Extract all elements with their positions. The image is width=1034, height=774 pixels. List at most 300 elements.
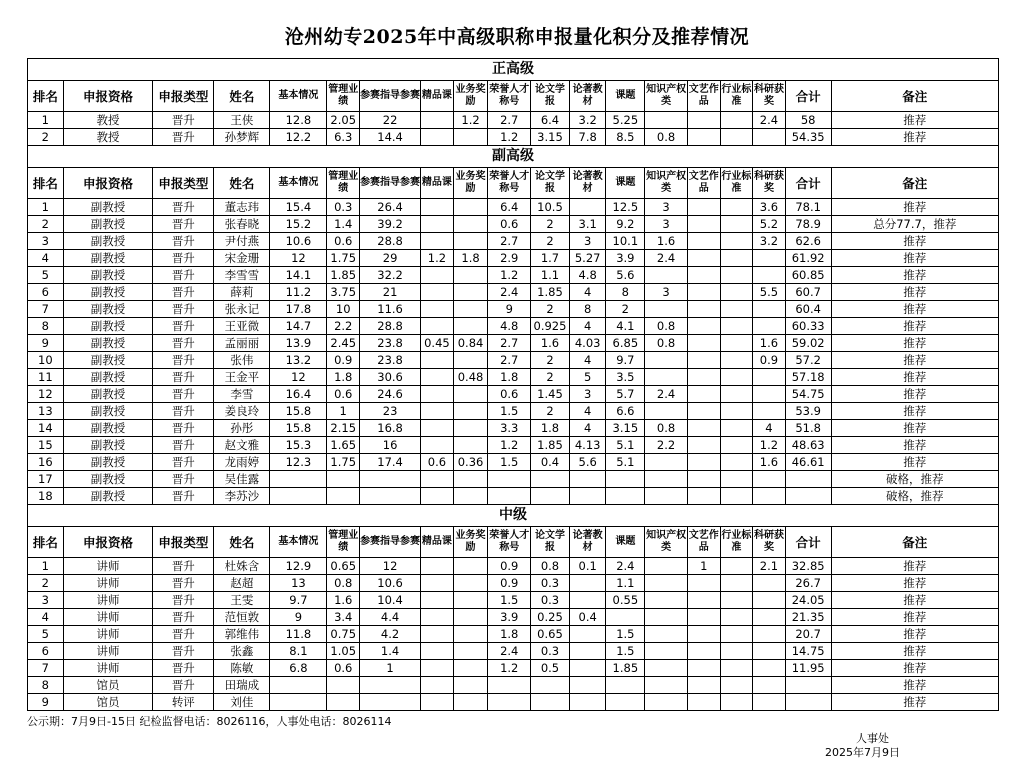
table-cell: [720, 267, 753, 284]
table-cell: [687, 250, 720, 267]
table-cell: 0.3: [531, 643, 570, 660]
table-cell: 4.1: [606, 318, 645, 335]
table-cell: 副教授: [63, 454, 153, 471]
table-cell: 78.1: [785, 199, 831, 216]
column-header: 论文学报: [531, 81, 570, 112]
table-cell: [720, 199, 753, 216]
column-header: 知识产权类: [645, 527, 688, 558]
table-cell: 1: [28, 112, 64, 129]
table-cell: [645, 660, 688, 677]
table-cell: 58: [785, 112, 831, 129]
table-cell: [687, 420, 720, 437]
table-cell: [753, 301, 786, 318]
table-cell: [606, 488, 645, 505]
table-cell: [687, 199, 720, 216]
table-cell: 32.2: [360, 267, 421, 284]
column-header: 排名: [28, 527, 64, 558]
table-cell: 10.6: [270, 233, 327, 250]
section-title-row: [28, 505, 999, 527]
column-header: 参赛指导参赛: [360, 168, 421, 199]
table-cell: 7.8: [569, 129, 606, 146]
table-cell: 1.8: [453, 250, 488, 267]
table-cell: 推荐: [831, 386, 998, 403]
table-cell: 晋升: [153, 318, 214, 335]
table-cell: [753, 318, 786, 335]
table-cell: 6.6: [606, 403, 645, 420]
column-header: 管理业绩: [327, 168, 360, 199]
table-cell: [569, 575, 606, 592]
column-header: 论著教材: [569, 81, 606, 112]
table-cell: 4: [28, 609, 64, 626]
table-cell: 53.9: [785, 403, 831, 420]
table-cell: [488, 471, 531, 488]
table-cell: 11.8: [270, 626, 327, 643]
table-cell: 1.2: [488, 267, 531, 284]
table-cell: 晋升: [153, 437, 214, 454]
table-cell: [421, 233, 454, 250]
table-cell: 14.75: [785, 643, 831, 660]
table-cell: [785, 694, 831, 711]
table-cell: 副教授: [63, 437, 153, 454]
table-cell: 0.6: [327, 233, 360, 250]
table-cell: 2: [28, 575, 64, 592]
table-cell: 0.6: [488, 386, 531, 403]
table-cell: 1.2: [488, 660, 531, 677]
table-cell: 61.92: [785, 250, 831, 267]
table-cell: 10.6: [360, 575, 421, 592]
table-cell: [687, 592, 720, 609]
table-cell: 推荐: [831, 454, 998, 471]
table-cell: [720, 437, 753, 454]
table-cell: [569, 694, 606, 711]
column-header: 排名: [28, 168, 64, 199]
table-cell: 28.8: [360, 233, 421, 250]
column-header: 基本情况: [270, 81, 327, 112]
table-cell: [720, 250, 753, 267]
section-title: 正高级: [28, 59, 999, 81]
table-cell: [421, 575, 454, 592]
table-cell: [785, 677, 831, 694]
table-cell: 晋升: [153, 369, 214, 386]
table-cell: 3: [569, 386, 606, 403]
table-cell: 17.8: [270, 301, 327, 318]
table-cell: 推荐: [831, 301, 998, 318]
table-cell: 5.5: [753, 284, 786, 301]
table-cell: [687, 233, 720, 250]
table-cell: 6: [28, 284, 64, 301]
table-cell: 1.5: [606, 643, 645, 660]
table-cell: 1.2: [753, 437, 786, 454]
table-cell: 6.3: [327, 129, 360, 146]
column-header: 精品课: [421, 81, 454, 112]
table-cell: 推荐: [831, 233, 998, 250]
column-header: 申报资格: [63, 168, 153, 199]
column-header: 申报类型: [153, 168, 214, 199]
table-cell: 24.6: [360, 386, 421, 403]
table-cell: [720, 129, 753, 146]
table-cell: 0.1: [569, 558, 606, 575]
table-cell: 吴佳露: [214, 471, 270, 488]
table-cell: [453, 216, 488, 233]
table-cell: 2.7: [488, 233, 531, 250]
table-cell: [453, 129, 488, 146]
table-row: [28, 454, 999, 471]
table-cell: 晋升: [153, 199, 214, 216]
table-row: [28, 129, 999, 146]
table-cell: [753, 267, 786, 284]
table-cell: 23: [360, 403, 421, 420]
table-cell: [421, 352, 454, 369]
table-cell: [327, 488, 360, 505]
table-cell: [453, 592, 488, 609]
table-cell: [569, 592, 606, 609]
table-cell: 3.75: [327, 284, 360, 301]
section-title: 中级: [28, 505, 999, 527]
column-header: 论著教材: [569, 168, 606, 199]
column-header: 精品课: [421, 527, 454, 558]
table-cell: [569, 626, 606, 643]
table-cell: [421, 694, 454, 711]
table-cell: 晋升: [153, 420, 214, 437]
table-cell: 5: [28, 626, 64, 643]
table-cell: [645, 403, 688, 420]
table-cell: 60.4: [785, 301, 831, 318]
table-cell: [645, 454, 688, 471]
table-cell: 晋升: [153, 301, 214, 318]
column-header: 业务奖励: [453, 527, 488, 558]
table-cell: 1: [687, 558, 720, 575]
table-row: [28, 626, 999, 643]
table-cell: [687, 386, 720, 403]
table-cell: 姜良玲: [214, 403, 270, 420]
table-cell: 推荐: [831, 437, 998, 454]
table-cell: [488, 677, 531, 694]
table-cell: [453, 318, 488, 335]
table-cell: 0.55: [606, 592, 645, 609]
table-cell: 3.15: [531, 129, 570, 146]
table-cell: 6: [28, 643, 64, 660]
table-cell: 32.85: [785, 558, 831, 575]
table-cell: 2.4: [645, 250, 688, 267]
table-cell: [421, 403, 454, 420]
table-cell: [645, 301, 688, 318]
column-header: 文艺作品: [687, 81, 720, 112]
table-cell: 晋升: [153, 129, 214, 146]
table-cell: 78.9: [785, 216, 831, 233]
table-cell: 副教授: [63, 335, 153, 352]
table-row: [28, 643, 999, 660]
table-cell: [606, 677, 645, 694]
table-cell: 9: [270, 609, 327, 626]
table-cell: [327, 471, 360, 488]
table-cell: 孟丽丽: [214, 335, 270, 352]
table-cell: 2.4: [645, 386, 688, 403]
table-cell: [687, 626, 720, 643]
table-cell: 副教授: [63, 199, 153, 216]
table-cell: [785, 488, 831, 505]
table-cell: 1.6: [753, 335, 786, 352]
table-cell: 59.02: [785, 335, 831, 352]
table-cell: 推荐: [831, 403, 998, 420]
table-cell: [720, 216, 753, 233]
table-cell: 1.6: [531, 335, 570, 352]
table-cell: 0.65: [327, 558, 360, 575]
column-header: 课题: [606, 81, 645, 112]
table-cell: 54.75: [785, 386, 831, 403]
table-cell: 薛莉: [214, 284, 270, 301]
table-cell: 9: [28, 335, 64, 352]
table-cell: [421, 301, 454, 318]
table-row: [28, 112, 999, 129]
table-cell: 4: [569, 284, 606, 301]
column-header: 文艺作品: [687, 168, 720, 199]
column-header: 知识产权类: [645, 81, 688, 112]
table-cell: 推荐: [831, 592, 998, 609]
table-cell: 1.75: [327, 250, 360, 267]
table-cell: 0.9: [327, 352, 360, 369]
table-cell: [453, 301, 488, 318]
table-cell: 晋升: [153, 233, 214, 250]
table-cell: [606, 471, 645, 488]
table-cell: [687, 112, 720, 129]
table-cell: 田瑞成: [214, 677, 270, 694]
table-cell: 2.7: [488, 352, 531, 369]
table-cell: 1.5: [606, 626, 645, 643]
table-cell: 2.7: [488, 112, 531, 129]
table-cell: 讲师: [63, 558, 153, 575]
table-cell: 0.6: [327, 660, 360, 677]
table-cell: [531, 488, 570, 505]
table-cell: 副教授: [63, 318, 153, 335]
table-cell: 宋金珊: [214, 250, 270, 267]
table-cell: 副教授: [63, 301, 153, 318]
table-cell: 4: [569, 403, 606, 420]
table-cell: 0.36: [453, 454, 488, 471]
table-cell: [720, 488, 753, 505]
table-cell: [606, 694, 645, 711]
table-cell: 8.1: [270, 643, 327, 660]
table-cell: 刘佳: [214, 694, 270, 711]
column-header: 基本情况: [270, 527, 327, 558]
table-cell: [687, 216, 720, 233]
column-header: 备注: [831, 81, 998, 112]
section-title-row: [28, 59, 999, 81]
table-cell: 晋升: [153, 403, 214, 420]
table-cell: 10.1: [606, 233, 645, 250]
table-cell: [753, 677, 786, 694]
table-cell: 0.4: [531, 454, 570, 471]
table-cell: [645, 677, 688, 694]
table-cell: 晋升: [153, 335, 214, 352]
table-cell: 8: [28, 318, 64, 335]
table-cell: 3.9: [488, 609, 531, 626]
header-row: [28, 527, 999, 558]
table-cell: 0.8: [645, 420, 688, 437]
table-cell: 2.9: [488, 250, 531, 267]
table-cell: 6.4: [531, 112, 570, 129]
table-cell: 孙彤: [214, 420, 270, 437]
table-cell: [421, 199, 454, 216]
table-cell: 晋升: [153, 284, 214, 301]
table-cell: 5.1: [606, 437, 645, 454]
table-cell: [687, 471, 720, 488]
table-cell: [645, 575, 688, 592]
table-cell: [753, 592, 786, 609]
table-cell: 22: [360, 112, 421, 129]
table-cell: 12.3: [270, 454, 327, 471]
column-header: 科研获奖: [753, 527, 786, 558]
table-cell: [720, 558, 753, 575]
table-cell: 3: [645, 284, 688, 301]
table-cell: 8: [569, 301, 606, 318]
table-cell: [687, 301, 720, 318]
table-cell: 2.4: [488, 643, 531, 660]
table-cell: 副教授: [63, 352, 153, 369]
table-cell: 26.7: [785, 575, 831, 592]
table-cell: 15.8: [270, 403, 327, 420]
column-header: 备注: [831, 168, 998, 199]
table-cell: [270, 677, 327, 694]
table-cell: 推荐: [831, 112, 998, 129]
table-cell: 2.2: [327, 318, 360, 335]
table-cell: [687, 643, 720, 660]
table-cell: 2.4: [753, 112, 786, 129]
table-cell: 1.8: [531, 420, 570, 437]
table-cell: 5.27: [569, 250, 606, 267]
table-cell: 51.8: [785, 420, 831, 437]
table-cell: 60.33: [785, 318, 831, 335]
table-row: [28, 592, 999, 609]
table-cell: [687, 437, 720, 454]
table-cell: 14.7: [270, 318, 327, 335]
table-cell: 3.6: [753, 199, 786, 216]
table-cell: 1.45: [531, 386, 570, 403]
table-row: [28, 575, 999, 592]
table-cell: 董志玮: [214, 199, 270, 216]
table-cell: 1: [28, 558, 64, 575]
table-cell: 王侠: [214, 112, 270, 129]
table-cell: 12: [360, 558, 421, 575]
table-cell: [569, 660, 606, 677]
table-cell: 馆员: [63, 694, 153, 711]
table-cell: [453, 352, 488, 369]
table-cell: 1.05: [327, 643, 360, 660]
table-row: [28, 216, 999, 233]
table-cell: 杜姝含: [214, 558, 270, 575]
table-cell: 10: [28, 352, 64, 369]
table-cell: 48.63: [785, 437, 831, 454]
column-header: 管理业绩: [327, 527, 360, 558]
table-cell: 1.1: [606, 575, 645, 592]
column-header: 论文学报: [531, 168, 570, 199]
table-cell: [687, 403, 720, 420]
table-cell: 晋升: [153, 609, 214, 626]
table-cell: 张永记: [214, 301, 270, 318]
table-cell: 推荐: [831, 318, 998, 335]
signature-date: 2025年7月9日: [825, 746, 900, 759]
column-header: 文艺作品: [687, 527, 720, 558]
table-cell: 0.8: [645, 318, 688, 335]
table-cell: [753, 386, 786, 403]
table-cell: 推荐: [831, 284, 998, 301]
table-cell: 2.2: [645, 437, 688, 454]
table-cell: 晋升: [153, 267, 214, 284]
table-cell: [720, 112, 753, 129]
table-cell: 副教授: [63, 471, 153, 488]
table-cell: 推荐: [831, 694, 998, 711]
table-cell: [645, 112, 688, 129]
table-cell: 1.7: [531, 250, 570, 267]
table-cell: [720, 660, 753, 677]
table-cell: [421, 216, 454, 233]
table-cell: [753, 626, 786, 643]
table-cell: 2.45: [327, 335, 360, 352]
table-row: [28, 369, 999, 386]
table-cell: [488, 694, 531, 711]
table-cell: 破格，推荐: [831, 488, 998, 505]
table-cell: 12.9: [270, 558, 327, 575]
table-cell: [753, 250, 786, 267]
table-cell: 0.9: [488, 575, 531, 592]
table-cell: [645, 626, 688, 643]
table-cell: 赵文雅: [214, 437, 270, 454]
table-cell: 总分77.7，推荐: [831, 216, 998, 233]
table-cell: [360, 488, 421, 505]
table-cell: 1.2: [453, 112, 488, 129]
table-cell: 推荐: [831, 677, 998, 694]
table-cell: 15.8: [270, 420, 327, 437]
table-cell: 9.7: [270, 592, 327, 609]
table-cell: 0.25: [531, 609, 570, 626]
table-cell: [421, 609, 454, 626]
table-cell: [453, 437, 488, 454]
table-cell: 2: [531, 352, 570, 369]
table-cell: 推荐: [831, 575, 998, 592]
table-cell: 1: [28, 199, 64, 216]
table-cell: 3: [645, 199, 688, 216]
table-cell: 讲师: [63, 626, 153, 643]
table-cell: 尹付燕: [214, 233, 270, 250]
table-cell: 晋升: [153, 626, 214, 643]
table-cell: 范恒敦: [214, 609, 270, 626]
table-cell: 6.8: [270, 660, 327, 677]
table-cell: [687, 454, 720, 471]
table-cell: [453, 609, 488, 626]
table-cell: [569, 488, 606, 505]
table-cell: [720, 284, 753, 301]
table-cell: 5.1: [606, 454, 645, 471]
column-header: 申报资格: [63, 81, 153, 112]
table-cell: [687, 369, 720, 386]
table-cell: 1: [327, 403, 360, 420]
table-cell: 4: [753, 420, 786, 437]
table-cell: [488, 488, 531, 505]
table-cell: 9: [488, 301, 531, 318]
column-header: 论文学报: [531, 527, 570, 558]
column-header: 合计: [785, 81, 831, 112]
table-cell: [645, 609, 688, 626]
table-cell: 11: [28, 369, 64, 386]
column-header: 行业标准: [720, 168, 753, 199]
table-cell: 0.3: [531, 592, 570, 609]
table-cell: 16.8: [360, 420, 421, 437]
table-cell: [453, 643, 488, 660]
table-cell: 孙梦辉: [214, 129, 270, 146]
column-header: 业务奖励: [453, 81, 488, 112]
table-cell: [720, 592, 753, 609]
table-cell: 14: [28, 420, 64, 437]
column-header: 申报类型: [153, 81, 214, 112]
